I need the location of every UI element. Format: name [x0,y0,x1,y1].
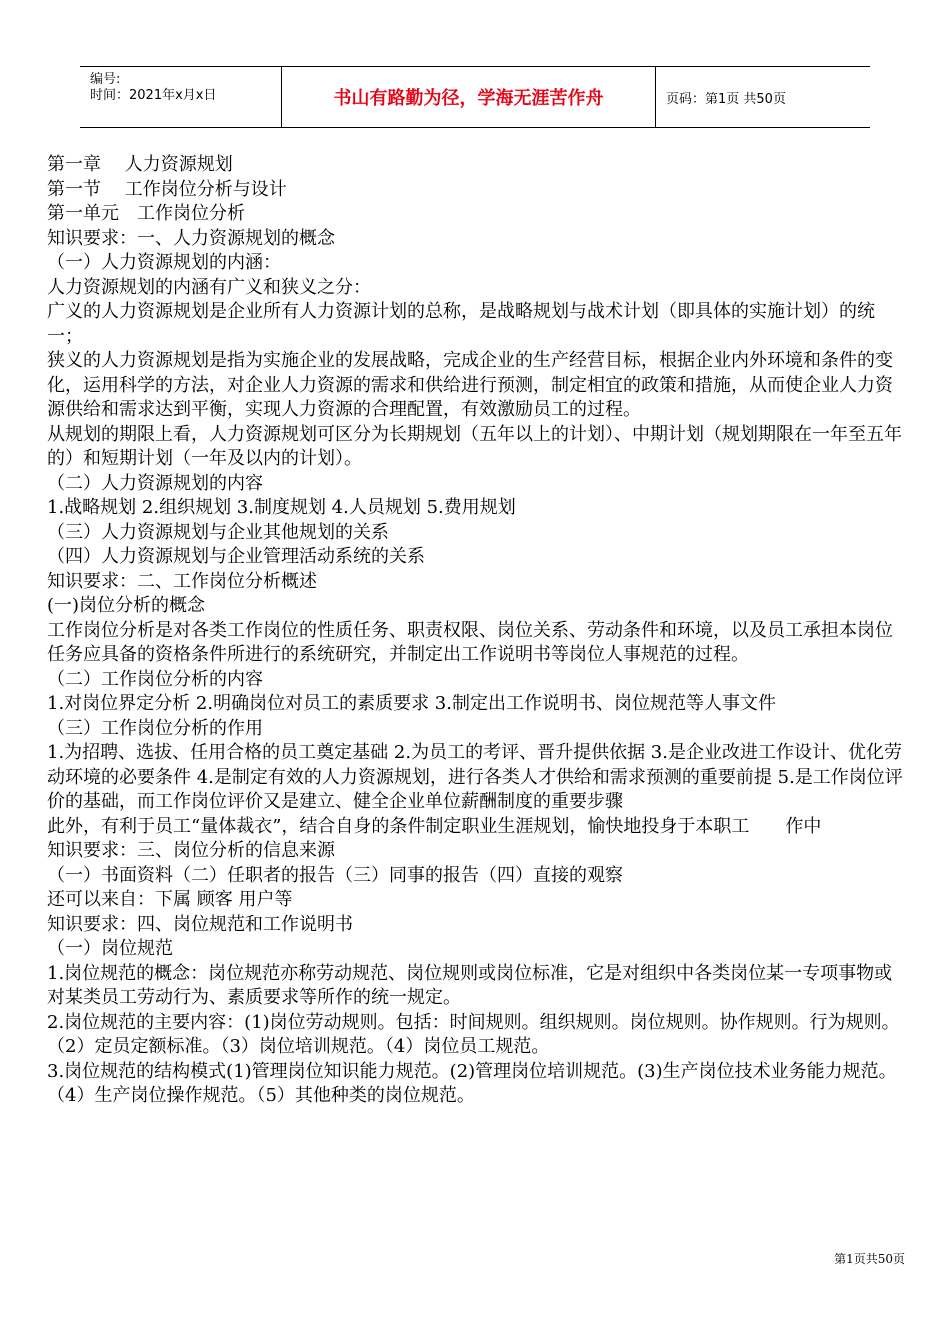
paragraph: 3.岗位规范的结构模式(1)管理岗位知识能力规范。(2)管理岗位培训规范。(3)生产岗位技术业务能力规范。（4）生产岗位操作规范。（5）其他种类的岗位规范。 [47,1060,897,1106]
paragraph: （三）工作岗位分析的作用 [47,717,263,739]
header-page-info: 页码：第1页 共50页 [666,91,786,107]
paragraph: 知识要求：一、人力资源规划的概念 [47,227,335,249]
paragraph: （四）人力资源规划与企业管理活动系统的关系 [47,546,425,567]
paragraph: 第一章 人力资源规划 [47,154,233,175]
paragraph: 广义的人力资源规划是企业所有人力资源计划的总称，是战略规划与战术计划（即具体的实施计划）的统一； [47,301,875,347]
document-time-label: 时间：2021年x月x日 [90,88,217,103]
paragraph: （一）岗位规范 [47,938,173,959]
paragraph: 2.岗位规范的主要内容：(1)岗位劳动规则。包括：时间规则。组织规则。岗位规则。协作规则。行为规则。（2）定员定额标准。（3）岗位培训规范。（4）岗位员工规范。 [47,1011,900,1057]
document-number-label: 编号: [90,72,121,87]
header-motto-cell [281,67,656,127]
paragraph: 还可以来自：下属 顾客 用户等 [47,889,293,910]
paragraph: 知识要求：三、岗位分析的信息来源 [47,840,335,861]
paragraph: （二）工作岗位分析的内容 [47,668,263,690]
paragraph: 1.战略规划 2.组织规划 3.制度规划 4.人员规划 5.费用规划 [47,497,516,518]
page-footer: 第1页共50页 [834,1252,905,1266]
document-body [47,153,907,1109]
paragraph: 工作岗位分析是对各类工作岗位的性质任务、职责权限、岗位关系、劳动条件和环境，以及员工承担本岗位任务应具备的资格条件所进行的系统研究，并制定出工作说明书等岗位人事规范的过程。 [47,619,893,665]
paragraph: （三）人力资源规划与企业其他规划的关系 [47,521,389,543]
paragraph: 人力资源规划的内涵有广义和狭义之分： [47,276,371,298]
paragraph: 1.岗位规范的概念：岗位规范亦称劳动规范、岗位规则或岗位标准，它是对组织中各类岗位某一专项事物或对某类员工劳动行为、素质要求等所作的统一规定。 [47,962,893,1008]
header-motto: 书山有路勤为径，学海无涯苦作舟 [333,88,604,109]
paragraph: (一)岗位分析的概念 [47,595,206,616]
paragraph: 第一单元 工作岗位分析 [47,203,245,224]
paragraph: 1.对岗位界定分析 2.明确岗位对员工的素质要求 3.制定出工作说明书、岗位规范等人事文件 [47,693,776,714]
header-meta [80,67,280,127]
paragraph: 知识要求：四、岗位规范和工作说明书 [47,913,353,935]
paragraph: 狭义的人力资源规划是指为实施企业的发展战略，完成企业的生产经营目标，根据企业内外环境和条件的变化，运用科学的方法，对企业人力资源的需求和供给进行预测，制定相宜的政策和措施，从而使企业人力资源供给和需求达到平衡，实现人力资源的合理配置，有效激励员工的过程。 [47,350,893,420]
paragraph: 从规划的期限上看，人力资源规划可区分为长期规划（五年以上的计划）、中期计划（规划期限在一年至五年的）和短期计划（一年及以内的计划）。 [47,423,902,469]
paragraph: （一）人力资源规划的内涵： [47,252,281,273]
paragraph: （二）人力资源规划的内容 [47,472,263,494]
page-header [80,66,870,128]
paragraph: 知识要求：二、工作岗位分析概述 [47,570,317,592]
paragraph: 此外，有利于员工“量体裁衣”，结合自身的条件制定职业生涯规划，愉快地投身于本职工 作中 [47,815,822,837]
paragraph: （一）书面资料（二）任职者的报告（三）同事的报告（四）直接的观察 [47,864,623,886]
paragraph: 第一节 工作岗位分析与设计 [47,178,287,200]
paragraph: 1.为招聘、选拔、任用合格的员工奠定基础 2.为员工的考评、晋升提供依据 3.是企业改进工作设计、优化劳动环境的必要条件 4.是制定有效的人力资源规划，进行各类人才供给和需求预测的重要前提 5.是工作岗位评价的基础，而工作岗位评价又是建立、健全企业单位薪酬制度的重要步骤 [47,742,903,812]
